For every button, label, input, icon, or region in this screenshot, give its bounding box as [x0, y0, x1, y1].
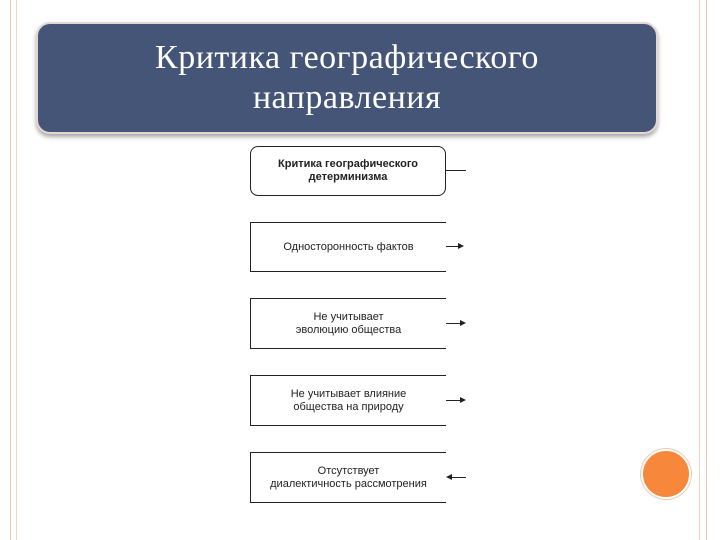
diagram-item-line-1: Не учитывает влияние: [290, 387, 407, 400]
diagram-item-box: [250, 452, 446, 503]
arrow-right-icon: [460, 320, 466, 326]
title-banner: [36, 22, 658, 134]
item-connector: [446, 323, 460, 324]
diagram-item-line-2: эволюцию общества: [295, 323, 402, 336]
arrow-right-icon: [460, 397, 466, 403]
decorative-circle: [641, 449, 691, 499]
diagram-item-line-1: Односторонность фактов: [283, 240, 414, 253]
diagram-item-line-1: Отсутствует: [317, 464, 380, 477]
diagram-head-line-2: детерминизма: [308, 171, 388, 183]
arrow-left-icon: [446, 474, 452, 480]
item-connector: [452, 477, 466, 478]
diagram-head-line-1: Критика географического: [278, 158, 418, 170]
arrow-right-icon: [458, 243, 464, 249]
title-line-2: направления: [252, 79, 442, 116]
head-connector: [446, 170, 466, 171]
item-connector: [446, 400, 460, 401]
diagram-item-box: [250, 375, 446, 426]
diagram-item-line-2: общества на природу: [293, 400, 404, 413]
diagram-item-box: [250, 298, 446, 349]
diagram-head-box: [250, 146, 446, 196]
title-line-1: Критика географического: [155, 39, 539, 76]
diagram-item-line-1: Не учитывает: [313, 310, 384, 323]
item-connector: [446, 246, 458, 247]
diagram-item-box: [250, 222, 446, 272]
diagram-item-line-2: диалектичность рассмотрения: [270, 477, 427, 490]
